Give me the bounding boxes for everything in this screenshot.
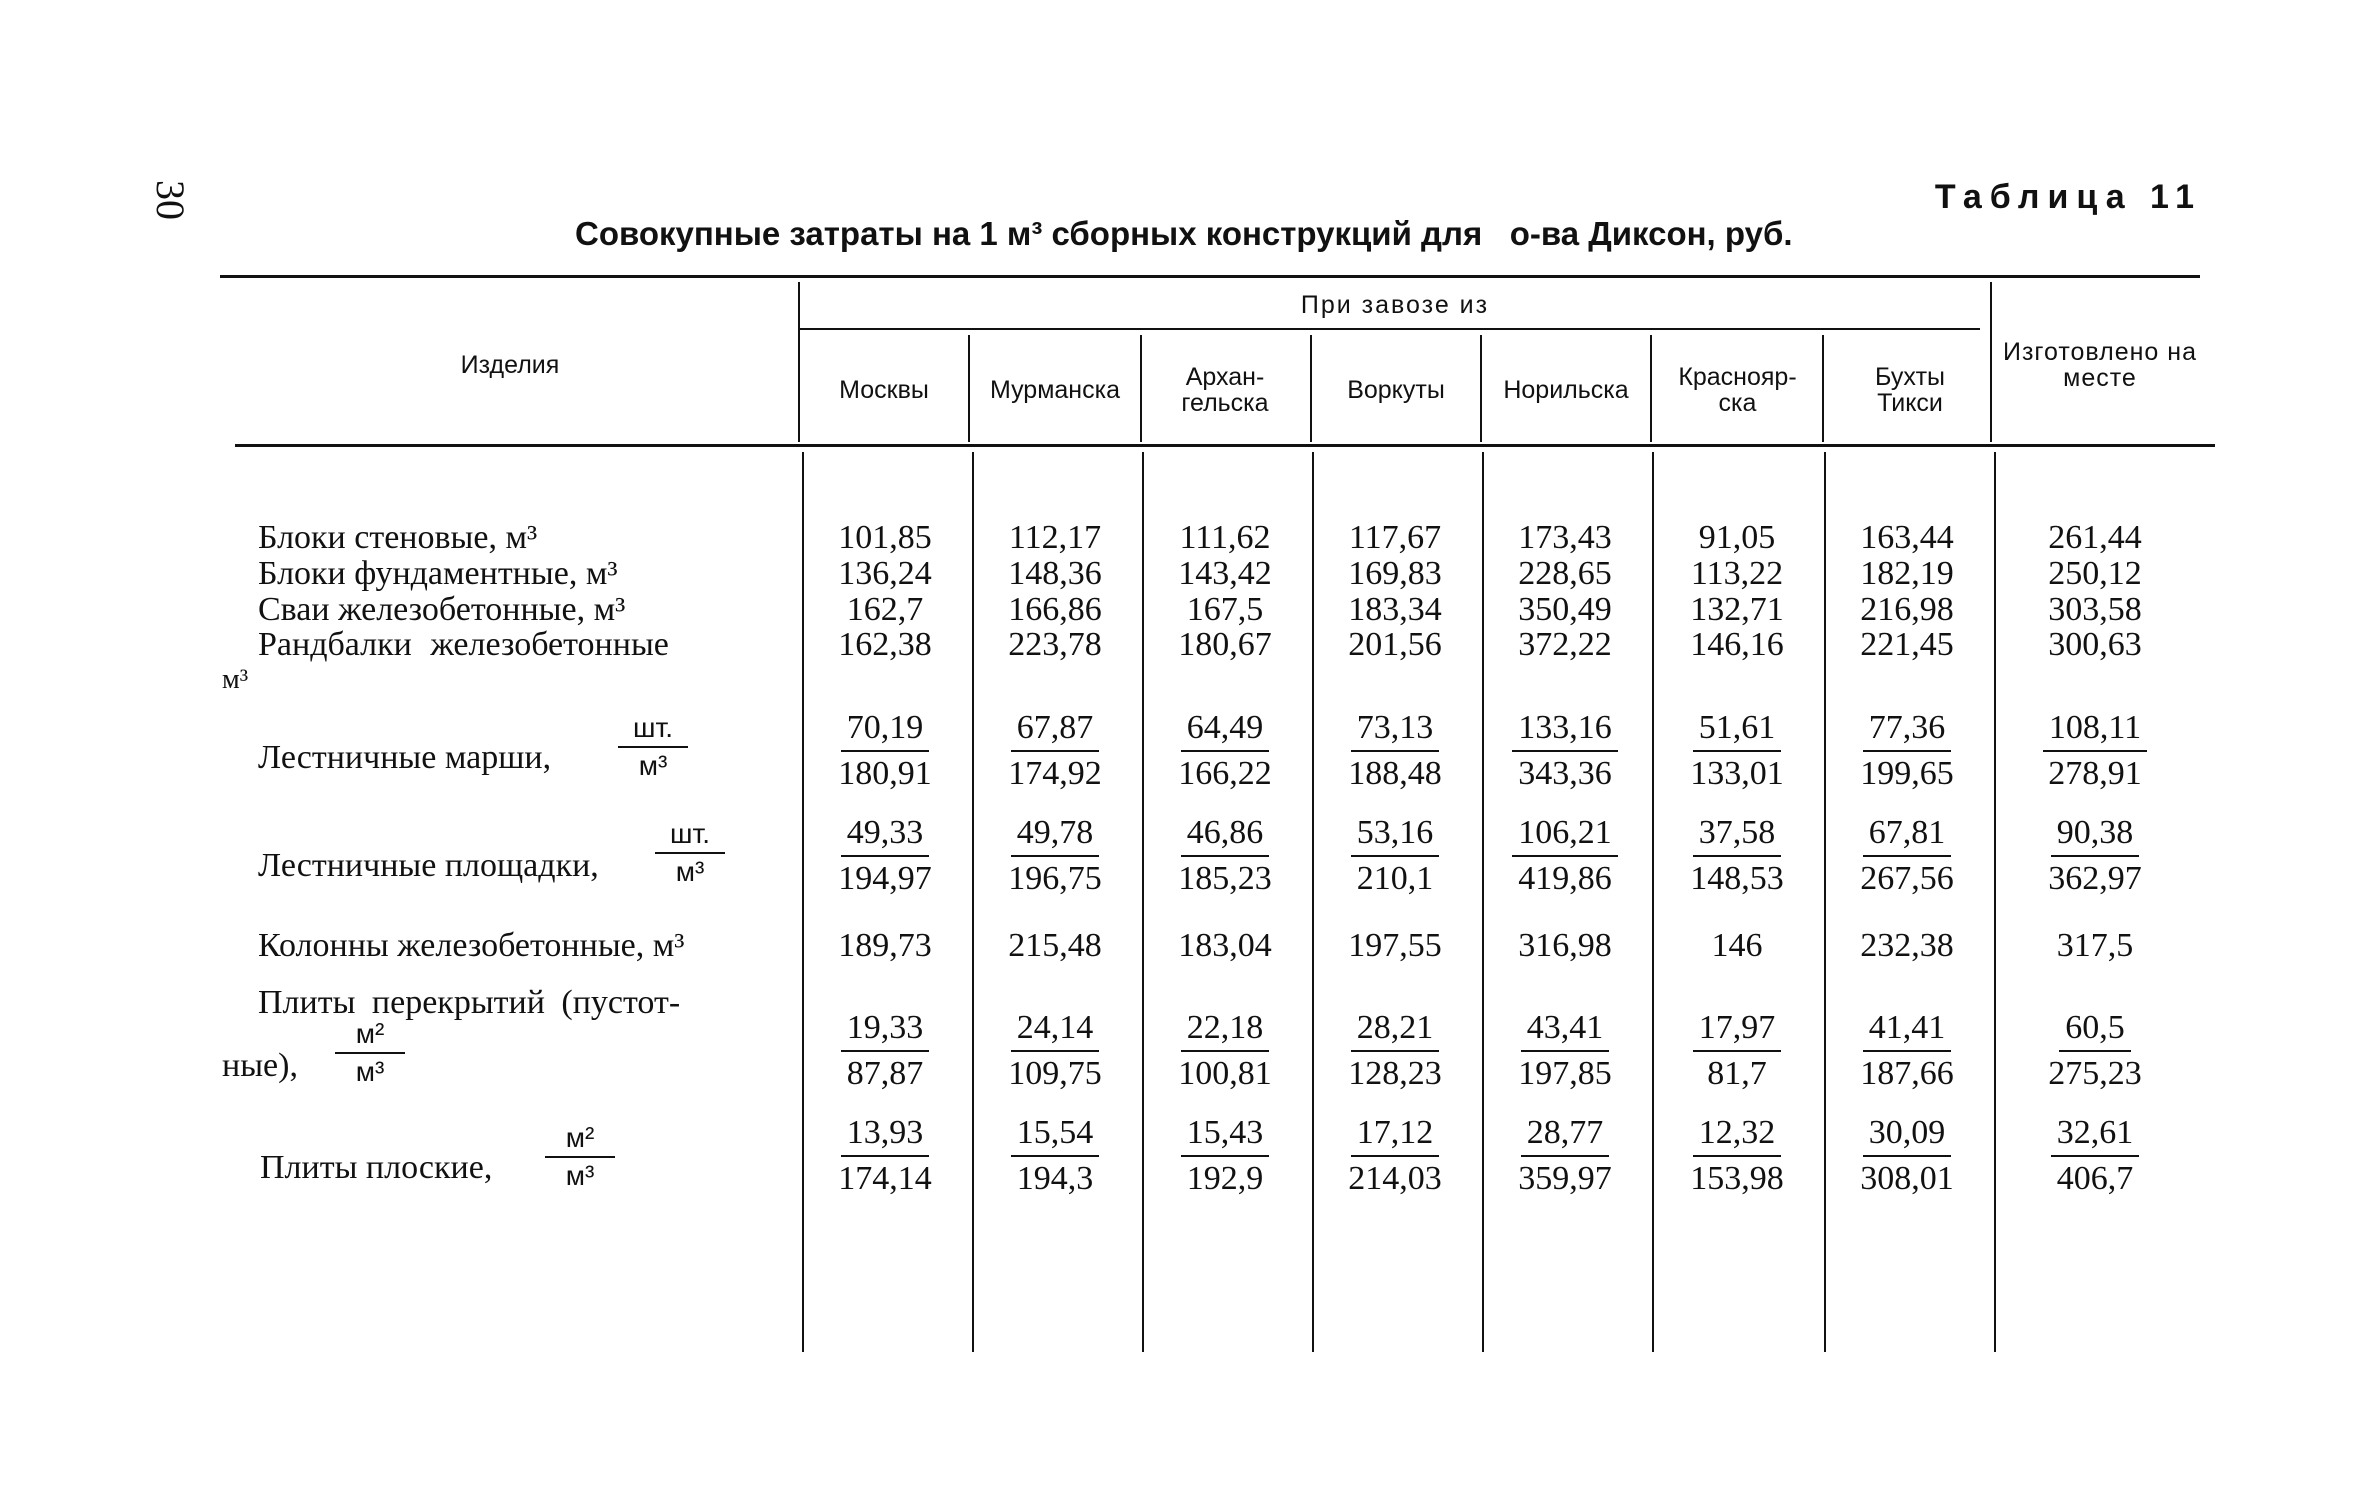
fraction-numerator: 12,32	[1693, 1115, 1782, 1157]
cell-beams: 372,22	[1518, 626, 1612, 663]
stair-landings-unit	[655, 818, 725, 888]
fraction-denominator: 199,65	[1860, 755, 1954, 792]
fraction-denominator: 153,98	[1690, 1160, 1784, 1197]
cell-hollow-slabs	[1662, 1010, 1812, 1092]
cell-stair-landings	[1490, 815, 1640, 897]
cell-wall-blocks: 91,05	[1698, 519, 1776, 556]
fraction-numerator: 67,87	[1011, 710, 1100, 752]
fraction-numerator: 43,41	[1521, 1010, 1610, 1052]
header-col-arkhangelsk: Архан-гельска	[1181, 363, 1269, 417]
fraction-numerator: 49,78	[1011, 815, 1100, 857]
fraction-denominator: 196,75	[1008, 860, 1102, 897]
body-sep-1	[972, 452, 974, 1352]
body-sep-3	[1312, 452, 1314, 1352]
fraction-denominator: 194,3	[1016, 1160, 1094, 1197]
cell-beams: 223,78	[1008, 626, 1102, 663]
cell-hollow-slabs	[1832, 1010, 1982, 1092]
cell-flat-slabs	[1662, 1115, 1812, 1197]
stair-flights-unit	[618, 712, 688, 782]
fraction-denominator: 267,56	[1860, 860, 1954, 897]
cell-piles: 303,58	[2048, 591, 2142, 628]
header-items: Изделия	[460, 351, 560, 379]
row-label-flat-slabs: Плиты плоские,	[260, 1149, 493, 1186]
cell-foundation-blocks: 228,65	[1518, 555, 1612, 592]
group-header-rule	[800, 328, 1980, 330]
cell-beams: 201,56	[1348, 626, 1442, 663]
fraction-denominator: 185,23	[1178, 860, 1272, 897]
fraction-numerator: 15,54	[1011, 1115, 1100, 1157]
row-label-columns: Колонны железобетонные, м³	[258, 927, 685, 964]
table-label: Таблица 11	[1934, 178, 2202, 216]
row-label-hollow-slabs: Плиты перекрытий (пустот-	[258, 984, 681, 1021]
cell-hollow-slabs	[980, 1010, 1130, 1092]
header-col-murmansk: Мурманска	[989, 376, 1121, 404]
fraction-denominator: 197,85	[1518, 1055, 1612, 1092]
body-sep-5	[1652, 452, 1654, 1352]
table-top-rule	[220, 275, 2200, 278]
fraction-denominator: 166,22	[1178, 755, 1272, 792]
fraction-denominator: 192,9	[1186, 1160, 1264, 1197]
fraction-numerator: 41,41	[1863, 1010, 1952, 1052]
cell-stair-flights	[1832, 710, 1982, 792]
fraction-denominator: 87,87	[846, 1055, 924, 1092]
header-local: Изготовлено на месте	[2003, 338, 2197, 392]
body-sep-items	[802, 452, 804, 1352]
row-label-foundation-blocks: Блоки фундаментные, м³	[258, 555, 618, 592]
cell-columns: 146	[1711, 927, 1763, 964]
cell-columns: 316,98	[1518, 927, 1612, 964]
body-sep-6	[1824, 452, 1826, 1352]
fraction-denominator: 174,14	[838, 1160, 932, 1197]
fraction-denominator: 180,91	[838, 755, 932, 792]
cell-hollow-slabs	[1490, 1010, 1640, 1092]
fraction-denominator: 359,97	[1518, 1160, 1612, 1197]
fraction-numerator: 64,49	[1181, 710, 1270, 752]
cell-piles: 216,98	[1860, 591, 1954, 628]
cell-piles: 350,49	[1518, 591, 1612, 628]
table-title: Совокупные затраты на 1 м³ сборных конструкций для о-ва Диксон, руб.	[575, 215, 1793, 252]
cell-columns: 317,5	[2056, 927, 2134, 964]
fraction-numerator: 17,12	[1351, 1115, 1440, 1157]
cell-hollow-slabs	[1150, 1010, 1300, 1092]
fraction-numerator: 37,58	[1693, 815, 1782, 857]
cell-stair-flights	[1320, 710, 1470, 792]
cell-beams: 300,63	[2048, 626, 2142, 663]
header-col-moscow: Москвы	[839, 376, 929, 404]
header-col-norilsk: Норильска	[1503, 376, 1629, 404]
fraction-numerator: 106,21	[1512, 815, 1618, 857]
cell-wall-blocks: 101,85	[838, 519, 932, 556]
cell-piles: 162,7	[846, 591, 924, 628]
cell-stair-landings	[2020, 815, 2170, 897]
cell-beams: 146,16	[1690, 626, 1784, 663]
unit-top: м²	[545, 1122, 615, 1158]
fraction-numerator: 30,09	[1863, 1115, 1952, 1157]
cell-stair-flights	[810, 710, 960, 792]
body-sep-2	[1142, 452, 1144, 1352]
header-col-tiksi: Бухты Тикси	[1875, 363, 1945, 417]
cell-wall-blocks: 111,62	[1179, 519, 1271, 556]
fraction-numerator: 73,13	[1351, 710, 1440, 752]
col-sep-2	[1140, 335, 1142, 442]
fraction-denominator: 174,92	[1008, 755, 1102, 792]
cell-foundation-blocks: 148,36	[1008, 555, 1102, 592]
cell-foundation-blocks: 143,42	[1178, 555, 1272, 592]
unit-bottom: м³	[355, 1056, 385, 1087]
fraction-numerator: 67,81	[1863, 815, 1952, 857]
fraction-numerator: 108,11	[2043, 710, 2147, 752]
cell-stair-landings	[1662, 815, 1812, 897]
header-group: При завозе из	[1300, 291, 1490, 319]
fraction-denominator: 100,81	[1178, 1055, 1272, 1092]
fraction-numerator: 24,14	[1011, 1010, 1100, 1052]
cell-flat-slabs	[1490, 1115, 1640, 1197]
fraction-numerator: 77,36	[1863, 710, 1952, 752]
cell-flat-slabs	[1832, 1115, 1982, 1197]
cell-wall-blocks: 261,44	[2048, 519, 2142, 556]
cell-wall-blocks: 112,17	[1008, 519, 1102, 556]
cell-columns: 215,48	[1008, 927, 1102, 964]
fraction-numerator: 49,33	[841, 815, 930, 857]
fraction-denominator: 308,01	[1860, 1160, 1954, 1197]
fraction-numerator: 53,16	[1351, 815, 1440, 857]
row-label-wall-blocks: Блоки стеновые, м³	[258, 519, 538, 556]
fraction-denominator: 278,91	[2048, 755, 2142, 792]
cell-beams: 180,67	[1178, 626, 1272, 663]
cell-hollow-slabs	[810, 1010, 960, 1092]
hollow-slabs-unit	[335, 1018, 405, 1088]
body-sep-local	[1994, 452, 1996, 1352]
cell-stair-landings	[1150, 815, 1300, 897]
cell-stair-flights	[1150, 710, 1300, 792]
cell-piles: 167,5	[1186, 591, 1264, 628]
cell-hollow-slabs	[2020, 1010, 2170, 1092]
fraction-denominator: 214,03	[1348, 1160, 1442, 1197]
fraction-numerator: 15,43	[1181, 1115, 1270, 1157]
cell-stair-flights	[980, 710, 1130, 792]
row-label-hollow-slabs-2: ные),	[222, 1047, 298, 1084]
cell-stair-landings	[1832, 815, 1982, 897]
cell-stair-landings	[980, 815, 1130, 897]
fraction-numerator: 28,21	[1351, 1010, 1440, 1052]
cell-stair-landings	[1320, 815, 1470, 897]
fraction-numerator: 51,61	[1693, 710, 1782, 752]
cell-flat-slabs	[1150, 1115, 1300, 1197]
cell-columns: 232,38	[1860, 927, 1954, 964]
cell-piles: 183,34	[1348, 591, 1442, 628]
cell-stair-flights	[2020, 710, 2170, 792]
cell-foundation-blocks: 113,22	[1690, 555, 1784, 592]
row-label-stair-landings: Лестничные площадки,	[258, 847, 599, 884]
row-label-stair-flights: Лестничные марши,	[258, 739, 552, 776]
fraction-numerator: 70,19	[841, 710, 930, 752]
cell-stair-landings	[810, 815, 960, 897]
fraction-denominator: 148,53	[1690, 860, 1784, 897]
cell-flat-slabs	[810, 1115, 960, 1197]
cell-flat-slabs	[2020, 1115, 2170, 1197]
unit-top: м²	[335, 1018, 405, 1054]
fraction-denominator: 187,66	[1860, 1055, 1954, 1092]
fraction-numerator: 32,61	[2051, 1115, 2140, 1157]
fraction-denominator: 210,1	[1356, 860, 1434, 897]
cell-piles: 132,71	[1690, 591, 1784, 628]
cell-foundation-blocks: 182,19	[1860, 555, 1954, 592]
fraction-numerator: 60,5	[2059, 1010, 2131, 1052]
unit-bottom: м³	[565, 1160, 595, 1191]
header-col-vorkuta: Воркуты	[1347, 376, 1445, 404]
row-label-beams: Рандбалки железобетонные	[258, 626, 669, 663]
col-sep-5	[1650, 335, 1652, 442]
cell-flat-slabs	[1320, 1115, 1470, 1197]
row-label-beams-unit: м³	[222, 664, 249, 695]
header-bottom-rule	[235, 444, 2215, 447]
fraction-denominator: 109,75	[1008, 1055, 1102, 1092]
flat-slabs-unit	[545, 1122, 615, 1192]
fraction-numerator: 90,38	[2051, 815, 2140, 857]
fraction-numerator: 22,18	[1181, 1010, 1270, 1052]
unit-top: шт.	[655, 818, 725, 854]
row-label-piles: Сваи железобетонные, м³	[258, 591, 626, 628]
fraction-denominator: 362,97	[2048, 860, 2142, 897]
cell-stair-flights	[1662, 710, 1812, 792]
cell-wall-blocks: 173,43	[1518, 519, 1612, 556]
body-sep-4	[1482, 452, 1484, 1352]
cell-beams: 162,38	[838, 626, 932, 663]
cell-wall-blocks: 117,67	[1348, 519, 1442, 556]
fraction-denominator: 81,7	[1707, 1055, 1767, 1092]
cell-beams: 221,45	[1860, 626, 1954, 663]
fraction-numerator: 13,93	[841, 1115, 930, 1157]
unit-bottom: м³	[675, 856, 705, 887]
fraction-numerator: 133,16	[1512, 710, 1618, 752]
header-col-krasnoyarsk: Краснояр-ска	[1678, 363, 1797, 417]
unit-top: шт.	[618, 712, 688, 748]
col-sep-6	[1822, 335, 1824, 442]
col-sep-local	[1990, 282, 1992, 442]
fraction-denominator: 275,23	[2048, 1055, 2142, 1092]
cell-piles: 166,86	[1008, 591, 1102, 628]
fraction-denominator: 343,36	[1518, 755, 1612, 792]
cell-foundation-blocks: 250,12	[2048, 555, 2142, 592]
cell-columns: 197,55	[1348, 927, 1442, 964]
fraction-denominator: 419,86	[1518, 860, 1612, 897]
fraction-denominator: 133,01	[1690, 755, 1784, 792]
fraction-numerator: 19,33	[841, 1010, 930, 1052]
cell-foundation-blocks: 136,24	[838, 555, 932, 592]
fraction-denominator: 194,97	[838, 860, 932, 897]
cell-columns: 183,04	[1178, 927, 1272, 964]
cell-hollow-slabs	[1320, 1010, 1470, 1092]
cell-foundation-blocks: 169,83	[1348, 555, 1442, 592]
fraction-denominator: 188,48	[1348, 755, 1442, 792]
unit-bottom: м³	[638, 750, 668, 781]
fraction-numerator: 28,77	[1521, 1115, 1610, 1157]
cell-columns: 189,73	[838, 927, 932, 964]
fraction-numerator: 46,86	[1181, 815, 1270, 857]
fraction-denominator: 406,7	[2056, 1160, 2134, 1197]
fraction-denominator: 128,23	[1348, 1055, 1442, 1092]
page-number: 30	[148, 180, 193, 220]
cell-flat-slabs	[980, 1115, 1130, 1197]
cell-stair-flights	[1490, 710, 1640, 792]
cell-wall-blocks: 163,44	[1860, 519, 1954, 556]
fraction-numerator: 17,97	[1693, 1010, 1782, 1052]
